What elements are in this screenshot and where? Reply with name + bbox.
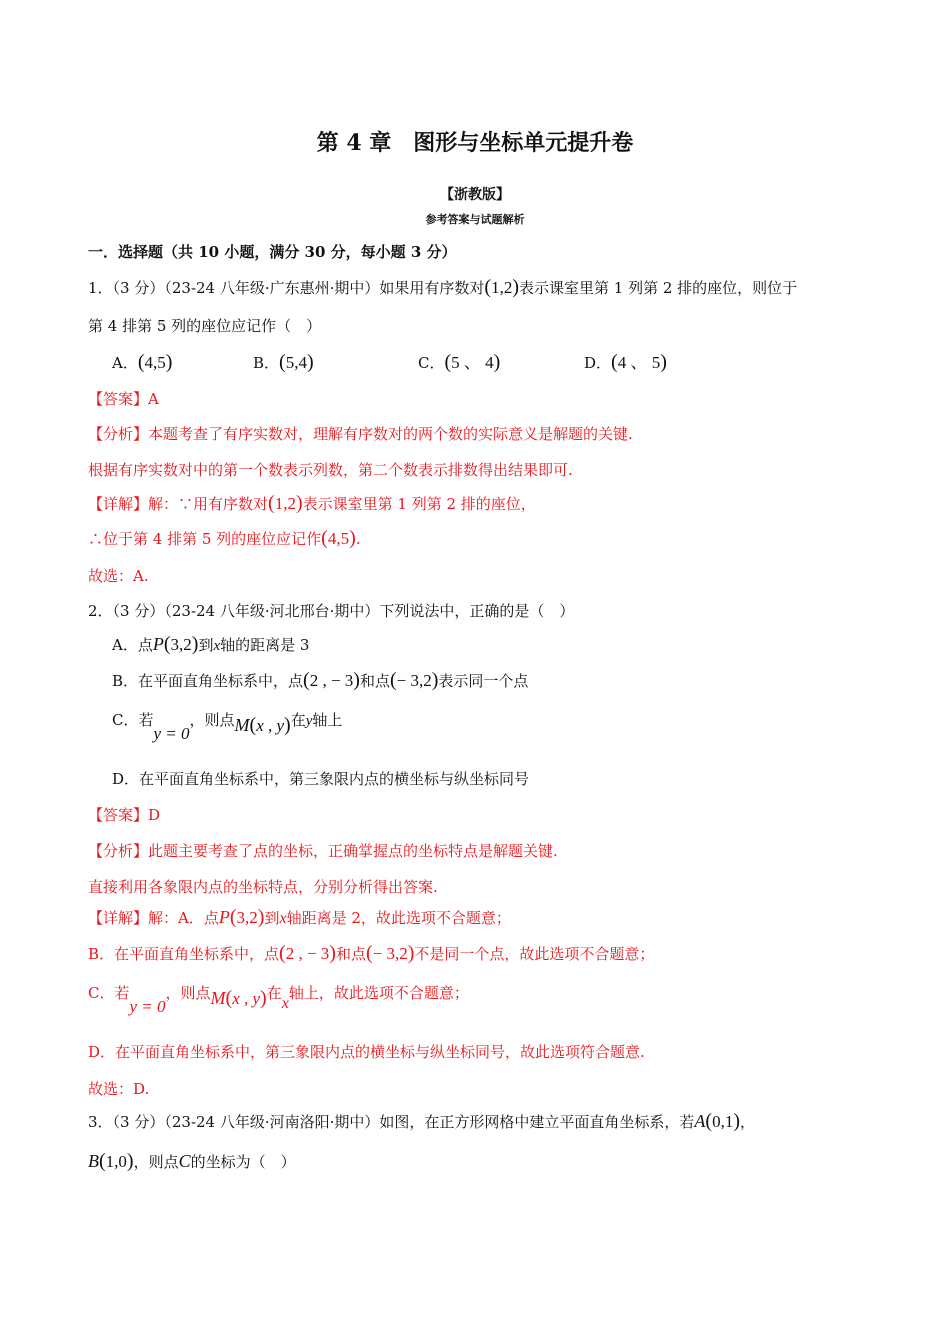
q2-detail-d: D．在平面直角坐标系中，第三象限内点的横坐标与纵坐标同号，故此选项符合题意. (88, 1043, 645, 1061)
q3-text-mid: ，则点 (133, 1153, 179, 1171)
q1-option-d (584, 351, 667, 374)
q2-a-tail: 轴的距离是 3 (220, 636, 310, 654)
q2-dB-mid: 和点 (335, 945, 366, 963)
q3-point-c: C (178, 1151, 191, 1171)
q1-option-c-label: C． (418, 354, 445, 372)
q1-detail2-text-a: ∴位于第 4 排第 5 列的座位应记作 (88, 530, 322, 548)
q1-option-d-label: D． (584, 354, 612, 372)
q2-paren: ( (225, 987, 233, 1009)
q2-detail-b (88, 942, 654, 965)
q2-option-d: D．在平面直角坐标系中，第三象限内点的横坐标与纵坐标同号 (112, 770, 530, 788)
q2-detail-a (88, 906, 511, 930)
q1-option-c (418, 351, 500, 374)
q2-a-point: P (152, 634, 164, 654)
q2-dC-x: x (281, 995, 289, 1012)
q2-dA-tail: 轴距离是 2，故此选项不合题意； (286, 909, 511, 927)
q2-a-mid: 到 (198, 636, 214, 654)
q1-detail-label: 【详解】 (88, 495, 149, 513)
q2-paren: ) (431, 669, 439, 691)
q2-answer: 【答案】D (88, 806, 161, 824)
q1-option-c-value: 5 、 4 (451, 353, 494, 372)
q2-dC-tail1: 在 (266, 984, 282, 1002)
q2-dB-pair1: 2 , − 3 (285, 944, 330, 963)
q2-b-label: B．在平面直角坐标系中，点 (112, 672, 304, 690)
q2-c-mid: ，则点 (189, 711, 235, 729)
q1-choice: 故选：A. (88, 567, 149, 585)
q1-option-a-label: A． (112, 354, 138, 372)
q1-stem-line2: 第 4 排第 5 列的座位应记作（ ） (88, 317, 322, 335)
q1-paren: ) (165, 351, 173, 373)
q2-paren: ) (260, 987, 267, 1009)
q2-b-pair1: 2 , − 3 (309, 671, 354, 690)
q3-text-a: 3．（3 分）（23-24 八年级·河南洛阳·期中）如图，在正方形网格中建立平面直角坐标系，若 (88, 1113, 695, 1131)
q3-point-b: B (88, 1151, 99, 1171)
q1-answer: 【答案】A (88, 390, 159, 408)
q2-c-cond: y = 0 (153, 724, 190, 743)
q1-paren: ) (660, 351, 667, 373)
q2-paren: ( (365, 942, 373, 964)
q2-paren: ) (329, 942, 336, 964)
q3-comma: ， (740, 1113, 756, 1131)
q2-b-pair2: − 3,2 (396, 671, 432, 690)
q3-b-pair: 1,0 (105, 1152, 127, 1171)
q3-paren: ) (733, 1110, 740, 1132)
q1-option-b-label: B． (253, 354, 280, 372)
q1-option-b-value: 5,4 (285, 353, 307, 372)
q2-dA-x: x (279, 910, 287, 927)
q2-dA-mid: 到 (264, 909, 280, 927)
q2-a-pair: 3,2 (170, 635, 192, 654)
q2-dB-text: B．在平面直角坐标系中，点 (88, 945, 280, 963)
subtitle: 参考答案与试题解析 (425, 213, 525, 226)
q2-paren: ( (229, 906, 237, 928)
q2-dB-tail: 不是同一个点，故此选项不合题意； (414, 945, 655, 963)
q1-option-d-value: 4 、 5 (617, 353, 661, 372)
q2-dA-point: P (218, 907, 230, 927)
q1-paren: ( (279, 351, 286, 373)
q3-paren: ( (99, 1150, 106, 1172)
q1-detail-pair: 1,2 (274, 494, 296, 513)
q2-paren: ) (284, 714, 291, 736)
q1-option-a-value: 4,5 (144, 353, 166, 372)
q1-paren: ) (493, 351, 501, 373)
q2-stem: 2．（3 分）（23-24 八年级·河北邢台·期中）下列说法中，正确的是（ ） (88, 602, 575, 620)
q2-dA-pair: 3,2 (236, 908, 258, 927)
q2-c-tail1: 在 (290, 711, 306, 729)
q3-stem-line2 (88, 1150, 296, 1173)
q1-pair: 1,2 (491, 278, 513, 297)
q2-c-pair: x , y (256, 716, 285, 735)
q2-paren: ) (353, 669, 360, 691)
q3-paren: ( (705, 1110, 713, 1132)
q2-paren: ) (191, 633, 199, 655)
q1-paren: ) (306, 351, 314, 373)
q2-dB-pair2: − 3,2 (372, 944, 408, 963)
q1-detail2-pair: 4,5 (327, 529, 350, 548)
q2-paren: ( (279, 942, 286, 964)
q3-a-pair: 0,1 (712, 1112, 734, 1131)
edition-label: 【浙教版】 (440, 187, 510, 203)
q2-choice: 故选：D. (88, 1080, 150, 1098)
q2-dC-text: C．若 (88, 984, 130, 1002)
q2-option-c (112, 708, 343, 743)
q2-paren: ) (407, 942, 415, 964)
q3-paren: ) (126, 1150, 134, 1172)
q1-option-b (253, 351, 314, 374)
q2-b-tail: 表示同一个点 (438, 672, 529, 690)
q2-detail-label: 【详解】 (88, 909, 149, 927)
q2-b-mid: 和点 (359, 672, 390, 690)
q1-paren: ( (137, 351, 145, 373)
q1-detail-text-a: 解：∵用有序数对 (148, 495, 269, 513)
q1-analysis-1: 【分析】本题考查了有序实数对，理解有序数对的两个数的实际意义是解题的关键. (88, 425, 633, 443)
q1-stem-line1 (88, 276, 797, 299)
page-title: 第 4 章 图形与坐标单元提升卷 (316, 130, 634, 156)
q2-c-point: M (234, 715, 250, 735)
q2-c-label: C．若 (112, 711, 154, 729)
q1-detail-1 (88, 492, 536, 515)
q2-analysis-1: 【分析】此题主要考查了点的坐标，正确掌握点的坐标特点是解题关键. (88, 842, 558, 860)
q2-option-b (112, 669, 528, 692)
section-heading: 一．选择题（共 10 小题，满分 30 分，每小题 3 分） (88, 243, 457, 261)
q2-paren: ( (163, 633, 171, 655)
q1-paren: ( (444, 351, 452, 373)
q1-paren: ( (321, 527, 328, 549)
q1-paren: ( (611, 351, 618, 373)
q2-analysis-2: 直接利用各象限内点的坐标特点，分别分析得出答案. (88, 878, 438, 896)
q2-paren: ) (257, 906, 265, 928)
q1-detail2-text-b: . (355, 530, 361, 548)
q2-dC-mid: ，则点 (165, 984, 211, 1002)
q2-dA-text: 解：A．点 (148, 909, 219, 927)
q2-a-x: x (213, 638, 221, 654)
q1-paren: ( (484, 276, 492, 298)
q1-option-a (112, 351, 172, 374)
q3-point-a: A (694, 1111, 706, 1131)
q2-c-tail2: 轴上 (312, 711, 343, 729)
q2-dC-pair: x , y (232, 989, 261, 1008)
q2-paren: ( (389, 669, 397, 691)
q2-option-a (112, 633, 309, 657)
q2-dC-tail2: 轴上，故此选项不合题意； (288, 984, 469, 1002)
q1-paren: ( (268, 492, 275, 514)
q2-dC-cond: y = 0 (129, 997, 166, 1016)
q1-detail-text-b: 表示课室里第 1 列第 2 排的座位， (302, 495, 536, 513)
q3-stem-line1 (88, 1110, 755, 1133)
q1-stem-text-b: 表示课室里第 1 列第 2 排的座位，则位于 (519, 279, 798, 297)
q2-a-label: A．点 (112, 636, 153, 654)
q1-analysis-2: 根据有序实数对中的第一个数表示列数，第二个数表示排数得出结果即可. (88, 461, 573, 479)
q2-paren: ( (249, 714, 257, 736)
q2-detail-c (88, 981, 469, 1016)
q2-paren: ( (303, 669, 310, 691)
q1-paren: ) (349, 527, 356, 549)
q3-text-tail: 的坐标为（ ） (190, 1153, 296, 1171)
q1-paren: ) (295, 492, 303, 514)
q2-c-y: y (305, 713, 313, 729)
q1-paren: ) (512, 276, 519, 298)
q2-dC-point: M (210, 988, 226, 1008)
q1-detail-2 (88, 527, 361, 550)
q1-stem-text-a: 1．（3 分）（23-24 八年级·广东惠州·期中）如果用有序数对 (88, 279, 485, 297)
